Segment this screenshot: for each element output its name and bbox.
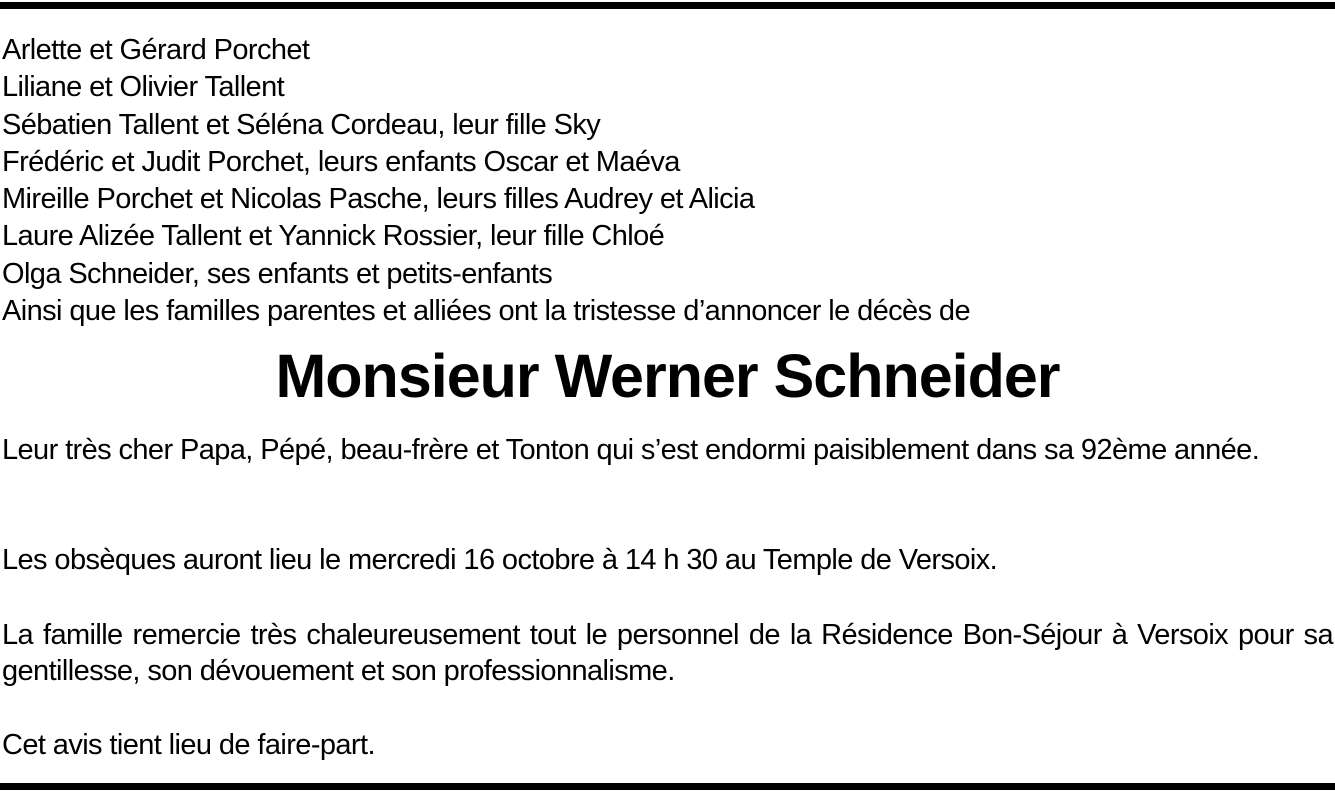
family-line: Arlette et Gérard Porchet <box>2 34 310 66</box>
family-line: Olga Schneider, ses enfants et petits-enfants <box>2 257 553 290</box>
family-line: Laure Alizée Tallent et Yannick Rossier, leur fille Chloé <box>2 220 665 253</box>
family-line: Liliane et Olivier Tallent <box>2 71 285 104</box>
deceased-name: Monsieur Werner Schneider <box>275 342 1060 410</box>
funeral-paragraph: Les obsèques auront lieu le mercredi 16 octobre à 14 h 30 au Temple de Versoix. <box>2 544 998 576</box>
closing-paragraph: Cet avis tient lieu de faire-part. <box>2 729 375 761</box>
announcement-line: Ainsi que les familles parentes et alliées ont la tristesse d’annoncer le décès de <box>2 295 970 328</box>
thanks-paragraph: La famille remercie très chaleureusement tout le personnel de la Résidence Bon-Séjour à Versoix pour sa gentillesse, son dévouement et son professionnalisme. <box>2 619 1333 687</box>
family-line: Frédéric et Judit Porchet, leurs enfants Oscar et Maéva <box>2 145 680 178</box>
description-paragraph: Leur très cher Papa, Pépé, beau-frère et Tonton qui s’est endormi paisiblement dans sa 92ème année. <box>2 434 1260 466</box>
top-border-rule <box>0 2 1335 9</box>
bottom-border-rule <box>0 783 1335 790</box>
family-line: Mireille Porchet et Nicolas Pasche, leurs filles Audrey et Alicia <box>2 183 755 216</box>
family-list <box>2 32 1332 330</box>
family-line: Sébatien Tallent et Séléna Cordeau, leur fille Sky <box>2 108 601 141</box>
